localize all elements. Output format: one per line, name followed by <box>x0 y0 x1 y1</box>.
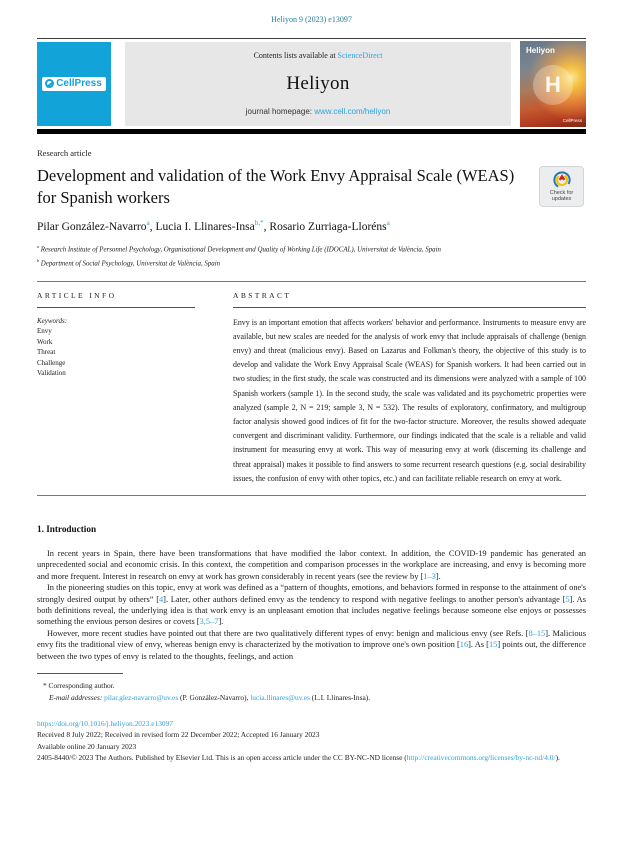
journal-homepage-link[interactable]: www.cell.com/heliyon <box>314 107 391 116</box>
citation-link[interactable]: 4 <box>158 594 164 604</box>
journal-cover-brand: CellPress <box>562 118 582 123</box>
abstract-heading: ABSTRACT <box>233 291 586 308</box>
text-segment: E-mail addresses: <box>49 692 105 702</box>
citation-link[interactable]: 8–15 <box>528 628 546 638</box>
article-info-column <box>37 291 195 486</box>
running-head: Heliyon 9 (2023) e13097 <box>271 15 352 24</box>
journal-cover-h-icon: H <box>533 65 573 105</box>
email-link[interactable]: pilar.glez-navarro@uv.es <box>104 692 179 702</box>
cellpress-logo-label: CellPress <box>56 78 102 89</box>
homepage-line <box>125 107 511 116</box>
keyword-item: Threat <box>37 348 56 357</box>
intro-paragraph <box>37 628 586 662</box>
text-segment: , Lucia I. Llinares-Insa <box>149 221 255 233</box>
text-segment: , Rosario Zurriaga-Lloréns <box>263 221 387 233</box>
article-type-label: Research article <box>37 148 92 158</box>
cellpress-logo[interactable] <box>37 42 111 126</box>
text-segment: ]. Malicious envy fits the traditional view of envy, whereas benign envy is characterized by the motivation to improve one's own position [ <box>37 628 586 650</box>
keyword-item: Validation <box>37 369 66 378</box>
affiliation-a: $^a$ Research Institute of Personnel Psychology, Organisational Development and Quality of Working Life (IDOCAL), Universitat de València, Spain <box>37 244 441 254</box>
license-link[interactable]: http://creativecommons.org/licenses/by-nc-nd/4.0/ <box>406 752 556 762</box>
text-segment: In recent years in Spain, there have been transformations that have modified the labor context. In addition, the COVID-19 pandemic has generated an unprecedented social and economic crisis. In this context, the competition and comparison processes in the workplace are increasing, and envy is becoming more and more frequent. Interest in research on envy at work has grown considerably in recent years (see the review by [ <box>37 549 586 581</box>
check-for-updates-label: Check for updates <box>549 190 574 202</box>
text-segment: In the pioneering studies on this topic, envy at work was defined as a “pattern of thoughts, emotions, and behaviors formed in response to the attainment of one's strongly desired output by others” [ <box>37 583 586 604</box>
check-for-updates-button[interactable] <box>539 166 584 207</box>
text-segment: ]. As [ <box>468 640 489 650</box>
citation-link[interactable]: 15 <box>488 640 498 650</box>
available-online: Available online 20 January 2023 <box>37 741 137 751</box>
received-dates: Received 8 July 2022; Received in revised form 22 December 2022; Accepted 16 January 2023 <box>37 730 320 740</box>
check-for-updates-icon <box>553 171 571 189</box>
abstract-divider <box>37 495 586 496</box>
article-info-heading: ARTICLE INFO <box>37 291 195 308</box>
title-block <box>37 165 586 208</box>
journal-cover[interactable] <box>520 41 586 127</box>
journal-name: Heliyon <box>286 72 350 94</box>
text-segment: ]. <box>435 571 441 581</box>
article-title: Development and validation of the Work Envy Appraisal Scale (WEAS) for Spanish workers <box>37 166 515 207</box>
abstract-column <box>233 291 586 486</box>
affiliations <box>37 242 586 270</box>
text-segment: Pilar González-Navarro <box>37 221 147 233</box>
affiliation-b: $^b$ Department of Social Psychology, Universitat de València, Spain <box>37 257 221 268</box>
text-segment: ]. Later, other authors defined envy as the tendency to respond with negative feelings to another person's advantage [ <box>163 594 566 604</box>
citation-link[interactable]: 5 <box>565 594 570 604</box>
keyword-item: Envy <box>37 327 52 336</box>
cellpress-logo-icon <box>45 79 54 88</box>
keyword-item: Challenge <box>37 358 66 367</box>
citation-link[interactable]: 3,5–7 <box>199 617 219 627</box>
footnote-divider <box>37 673 123 674</box>
corresponding-author-note: * Corresponding author. <box>43 681 115 691</box>
text-segment: ]. <box>218 617 224 627</box>
text-segment: 2405-8440/© 2023 The Authors. Published by Elsevier Ltd. This is an open access article under the CC BY-NC-ND license ( <box>37 752 407 762</box>
author-affiliation-ref[interactable]: a <box>146 219 150 228</box>
license-line <box>37 752 586 763</box>
text-segment: ). <box>555 752 560 762</box>
doi-link[interactable]: https://doi.org/10.1016/j.heliyon.2023.e13097 <box>37 719 173 729</box>
text-segment: ] points out, the difference between the two types of envy is related to the thoughts, feelings, and action <box>37 640 586 661</box>
homepage-prefix: journal homepage: <box>245 107 315 116</box>
publication-info <box>37 718 586 763</box>
email-link[interactable]: lucia.llinares@uv.es <box>250 692 310 702</box>
citation-link[interactable]: 1–3 <box>423 571 436 581</box>
journal-cover-title: Heliyon <box>526 46 555 55</box>
author-list <box>37 221 586 233</box>
masthead-center <box>125 42 511 126</box>
citation-link[interactable]: 16 <box>459 640 469 650</box>
introduction-heading: 1. Introduction <box>37 524 97 535</box>
info-abstract-section <box>37 282 586 486</box>
masthead-divider <box>37 129 586 134</box>
text-segment: (P. González-Navarro), <box>178 692 251 702</box>
contents-line-prefix: Contents lists available at <box>253 51 338 60</box>
sciencedirect-link[interactable]: ScienceDirect <box>337 51 383 60</box>
text-segment: However, more recent studies have pointed out that there are two qualitatively different types of envy: benign and malicious envy (see Refs. [ <box>47 628 529 638</box>
masthead <box>37 38 586 134</box>
email-addresses-line <box>37 692 586 704</box>
keyword-item: Work <box>37 337 53 346</box>
intro-paragraph <box>37 582 586 628</box>
text-segment: ]. As both definitions reveal, the underlying idea is that work envy is an unpleasant emotion that includes negative feelings because someone else enjoys or possesses something the envious person desires or covets [ <box>37 594 586 627</box>
text-segment: (L.I. Llinares-Insa). <box>309 692 371 702</box>
abstract-text: Envy is an important emotion that affects workers' behavior and performance. Instruments to measure envy are available, but new scales are needed for the analysis of work envy that include appraisals of challenge (benign envy) and threat (malicious envy). Based on Lazarus and Folkman's theory, the objective of this study is to develop and validate the Work Envy Appraisal Scale (WEAS) for Spanish workers. It had been carried out in two studies; in the first study, the scale was constructed and its dimensions were analyzed with a sample of 100 Spanish workers (sample 1). In the second study, the scale was validated and its psychometric properties were analyzed (sample 2, N = 219; sample 3, N = 532). The results of exploratory, confirmatory, and multigroup factor analysis showed good indices of fit for the two-factor structure. Moreover, the results showed adequate convergent and discriminant validity. Furthermore, our findings indicated that the scale is a reliable and valid instrument for measuring envy at work. This way of measuring envy at work (discerning its challenge and threat appraisal) makes it possible to find answers to some recurrent research questions (e.g. social desirability issues, the confusion of envy with other topics, etc.) and can facilitate reliable research on envy at work. <box>233 317 586 483</box>
author-affiliation-ref[interactable]: b,* <box>254 219 264 228</box>
contents-line <box>125 51 511 60</box>
keywords-label: Keywords: <box>37 316 68 325</box>
intro-paragraph <box>37 548 586 582</box>
author-affiliation-ref[interactable]: a <box>386 219 390 228</box>
